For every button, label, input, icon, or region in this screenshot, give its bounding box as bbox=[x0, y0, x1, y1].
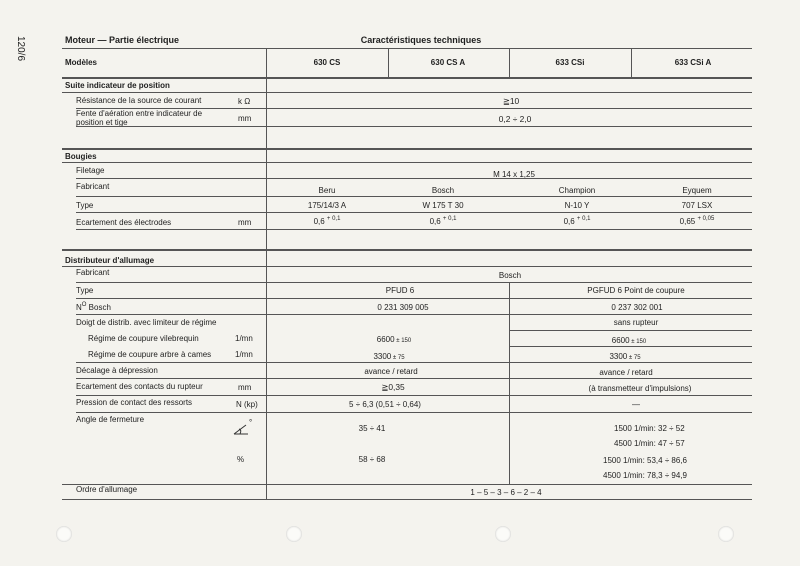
bougie-type-3: N-10 Y bbox=[564, 201, 590, 210]
bougie-fabricant-3: Champion bbox=[558, 186, 596, 195]
right-regime-vilebrequin: 6600 ± 150 bbox=[611, 336, 647, 345]
contacts-left: ≧0,35 bbox=[381, 382, 405, 392]
bougie-type-2: W 175 T 30 bbox=[422, 201, 464, 210]
label-filetage: Filetage bbox=[76, 166, 105, 175]
unit-ecartement-electrodes: mm bbox=[238, 218, 252, 227]
punch-hole bbox=[495, 526, 511, 542]
label-type-distributeur: Type bbox=[76, 286, 94, 295]
section-distributeur: Distributeur d'allumage bbox=[65, 256, 155, 265]
model-col-2: 630 CS A bbox=[430, 58, 466, 67]
label-ordre-allumage: Ordre d'allumage bbox=[76, 485, 138, 494]
punch-hole bbox=[718, 526, 734, 542]
left-regime-arbre: 3300 ± 75 bbox=[373, 352, 405, 361]
numero-left: 0 231 309 005 bbox=[377, 303, 429, 312]
page-title: Caractéristiques techniques bbox=[360, 35, 482, 45]
label-angle-fermeture: Angle de fermeture bbox=[76, 415, 145, 424]
left-regime-vilebrequin: 6600 ± 150 bbox=[376, 335, 412, 344]
decalage-left: avance / retard bbox=[364, 367, 418, 376]
unit-regime-vilebrequin: 1/mn bbox=[235, 334, 253, 343]
label-numero-bosch: $N^O$ Bosch bbox=[76, 302, 111, 312]
bougie-ecart-3: 0,6 $^{+ 0,1}$ bbox=[563, 216, 591, 226]
bougie-ecart-2: 0,6 $^{+ 0,1}$ bbox=[429, 216, 457, 226]
unit-pression: N (kp) bbox=[236, 400, 258, 409]
unit-ecartement-contacts: mm bbox=[238, 383, 252, 392]
angle-pct-left: 58 ÷ 68 bbox=[358, 455, 386, 464]
label-fente-2: position et tige bbox=[76, 118, 128, 127]
bougie-type-1: 175/14/3 A bbox=[307, 201, 347, 210]
label-resistance: Résistance de la source de courant bbox=[76, 96, 202, 105]
unit-regime-arbre: 1/mn bbox=[235, 350, 253, 359]
numero-right: 0 237 302 001 bbox=[611, 303, 663, 312]
angle-pct-right-1: 1500 1/min: 53,4 ÷ 86,6 bbox=[603, 456, 688, 465]
angle-deg-right-2: 4500 1/min: 47 ÷ 57 bbox=[614, 439, 685, 448]
unit-angle-degree: ° bbox=[249, 418, 253, 427]
label-type-bougies: Type bbox=[76, 201, 94, 210]
label-doigt: Doigt de distrib. avec limiteur de régime bbox=[76, 318, 217, 327]
unit-resistance: k Ω bbox=[238, 97, 251, 106]
label-decalage: Décalage à dépression bbox=[76, 366, 158, 375]
value-ordre-allumage: 1 – 5 – 3 – 6 – 2 – 4 bbox=[470, 488, 542, 497]
value-filetage: M 14 x 1,25 bbox=[493, 170, 535, 179]
bougie-ecart-4: 0,65 $^{+ 0,05}$ bbox=[679, 216, 715, 226]
doigt-right: sans rupteur bbox=[613, 318, 659, 327]
angle-deg-left: 35 ÷ 41 bbox=[358, 424, 386, 433]
model-col-4: 633 CSi A bbox=[674, 58, 712, 67]
unit-angle-percent: % bbox=[237, 455, 245, 464]
decalage-right: avance / retard bbox=[599, 368, 653, 377]
unit-fente: mm bbox=[238, 114, 252, 123]
contacts-right: (à transmetteur d'impulsions) bbox=[588, 384, 692, 393]
value-resistance: ≧10 bbox=[502, 96, 520, 106]
section-bougies: Bougies bbox=[65, 152, 97, 161]
value-fente: 0,2 ÷ 2,0 bbox=[498, 114, 532, 124]
angle-pct-right-2: 4500 1/min: 78,3 ÷ 94,9 bbox=[603, 471, 688, 480]
punch-hole bbox=[286, 526, 302, 542]
label-ecartement-electrodes: Ecartement des électrodes bbox=[76, 218, 172, 227]
pression-left: 5 ÷ 6,3 (0,51 ÷ 0,64) bbox=[349, 400, 421, 409]
bougie-type-4: 707 LSX bbox=[681, 201, 713, 210]
models-label: Modèles bbox=[65, 58, 98, 67]
bougie-ecart-1: 0,6 $^{+ 0,1}$ bbox=[313, 216, 341, 226]
model-col-1: 630 CS bbox=[313, 58, 341, 67]
type-left: PFUD 6 bbox=[385, 286, 415, 295]
label-fabricant-bougies: Fabricant bbox=[76, 182, 110, 191]
pression-right: — bbox=[632, 400, 640, 409]
label-fabricant-distributeur: Fabricant bbox=[76, 268, 110, 277]
angle-deg-right-1: 1500 1/min: 32 ÷ 52 bbox=[614, 424, 685, 433]
bougie-fabricant-1: Beru bbox=[318, 186, 336, 195]
right-regime-arbre: 3300 ± 75 bbox=[609, 352, 641, 361]
label-ecartement-contacts: Ecartement des contacts du rupteur bbox=[76, 382, 203, 391]
label-regime-vilebrequin: Régime de coupure vilebrequin bbox=[88, 334, 199, 343]
bougie-fabricant-4: Eyquem bbox=[682, 186, 712, 195]
label-fente-1: Fente d'aération entre indicateur de bbox=[76, 109, 203, 118]
punch-hole bbox=[56, 526, 72, 542]
page-code: 120/6 bbox=[15, 36, 26, 62]
section-suite-indicateur: Suite indicateur de position bbox=[65, 81, 170, 90]
label-regime-arbre: Régime de coupure arbre à cames bbox=[88, 350, 212, 359]
type-right: PGFUD 6 Point de coupure bbox=[587, 286, 685, 295]
value-fabricant-distributeur: Bosch bbox=[498, 271, 522, 280]
section-title: Moteur — Partie électrique bbox=[65, 35, 180, 45]
bougie-fabricant-2: Bosch bbox=[431, 186, 455, 195]
model-col-3: 633 CSi bbox=[555, 58, 585, 67]
label-pression: Pression de contact des ressorts bbox=[76, 398, 193, 407]
